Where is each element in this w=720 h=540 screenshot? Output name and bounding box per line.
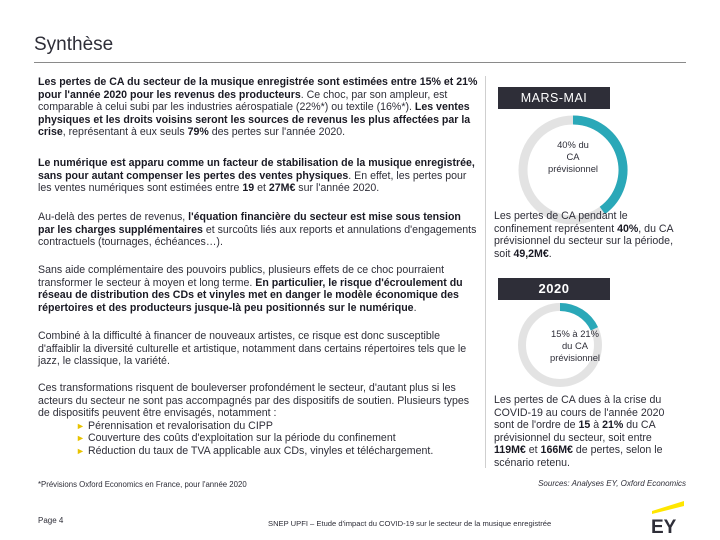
support-measures-list — [76, 420, 478, 458]
p2-bold3: 27M€ — [268, 182, 296, 195]
footer-study-title: SNEP UPFI – Etude d'impact du COVID-19 sur le secteur de la musique enregistrée — [268, 519, 552, 528]
p2-text2: et — [254, 182, 269, 195]
p1-bold2: Les ventes physiques et les droits voisins seront les sources de revenus les plus affectées par la crise — [38, 101, 471, 139]
page-title: Synthèse — [34, 34, 114, 55]
ey-logo-beam — [652, 501, 684, 514]
paragraph-digital — [38, 157, 478, 195]
donut-label-line: prévisionnel — [547, 163, 599, 174]
p6-text1: Ces transformations risquent de bouleverser profondément le secteur, d'autant plus si les acteurs du secteur ne sont pas accompagnés par des dispositifs de soutien. Plusieurs types de dispositifs peuvent être envisagés, notamment : — [38, 382, 470, 420]
donut-label-line: CA — [566, 151, 580, 162]
footnote: *Prévisions Oxford Economics en France, pour l'année 2020 — [38, 480, 247, 489]
p1-bold3: 79% — [187, 126, 209, 139]
banner-2020: 2020 — [498, 278, 610, 300]
p1-text2: , représentant à eux seuls — [62, 126, 188, 139]
paragraph-losses — [38, 76, 478, 139]
donut-label-line: du CA — [561, 340, 589, 351]
p3-bold1: l'équation financière du secteur est mise sous tension par les charges supplémentaires — [38, 211, 461, 236]
triangle-bullet-icon: ► — [76, 433, 85, 444]
donut-label-2020 — [533, 328, 617, 364]
p2-bold1: Le numérique est apparu comme un facteur de stabilisation de la musique enregistrée, sans pour autant compenser les pertes des ventes physiques — [38, 157, 475, 182]
p4-text1: Sans aide complémentaire des pouvoirs publics, plusieurs effets de ce choc pourraient transformer le secteur à moyen et long terme. — [38, 264, 445, 289]
p1-text1: . Ce choc, par son ampleur, est comparable à celui subi par les industries aérospatiale (22%*) ou textile (16%*). — [38, 88, 448, 114]
donut-label-mars-mai — [531, 139, 615, 175]
p1-text3: des pertes sur l'année 2020. — [208, 126, 346, 139]
list-item: ► Réduction du taux de TVA applicable aux CDs, vinyles et téléchargement. — [76, 444, 434, 457]
donut-arc-value — [560, 307, 594, 329]
paragraph-support-measures — [38, 382, 478, 458]
donut-label-line: prévisionnel — [549, 352, 601, 363]
paragraph-distribution-risk — [38, 264, 478, 314]
ey-logo-text: EY — [651, 517, 677, 535]
p1-bold1: Les pertes de CA du secteur de la musique enregistrée sont estimées entre 15% et 21% pour l'année 2020 pour les revenus des producteurs — [38, 76, 478, 101]
ey-logo — [648, 497, 686, 535]
page-number: Page 4 — [38, 516, 64, 525]
triangle-bullet-icon: ► — [76, 445, 85, 456]
p2-text1: . En effet, les pertes pour les ventes numériques sont estimées entre — [38, 169, 467, 195]
title-divider — [34, 62, 686, 63]
list-item: ► Pérennisation et revalorisation du CIPP — [76, 419, 273, 432]
column-divider — [485, 76, 486, 468]
donut-label-line: 40% du — [557, 139, 589, 150]
triangle-bullet-icon: ► — [76, 420, 85, 431]
p3-text2: et surcoûts liés aux reports et annulations d'engagements contractuels (tournages, échéances…). — [38, 223, 477, 249]
paragraph-diversity — [38, 330, 478, 368]
confinement-losses-text: Les pertes de CA pendant le confinement représentent 40%, du CA prévisionnel du secteur sur la période, soit 49,2M€. — [494, 210, 674, 260]
sources-note: Sources: Analyses EY, Oxford Economics — [538, 479, 686, 488]
banner-mars-mai: MARS-MAI — [498, 87, 610, 109]
annual-losses-text: Les pertes de CA dues à la crise du COVID-19 au cours de l'année 2020 sont de l'ordre de 15 à 21% du CA prévisionnel du secteur, soit entre 119M€ et 166M€ de pertes, selon le scénario retenu. — [494, 394, 665, 469]
donut-label-line: 15% à 21% — [551, 328, 599, 339]
paragraph-financial-equation — [38, 211, 478, 249]
p5-text1: Combiné à la difficulté à financer de nouveaux artistes, ce risque est donc susceptible d'affaiblir la diversité culturelle et artistique, notamment dans certains répertoires tels que le jazz, le classique, la variété. — [38, 330, 467, 368]
p3-text1: Au-delà des pertes de revenus, — [38, 211, 189, 223]
p4-bold1: En particulier, le risque d'écroulement du réseau de distribution des CDs et vinyles met en danger le modèle économique des répertoires et des producteurs jusque-là peu positionnés sur le numérique — [38, 276, 463, 314]
p4-text2: . — [413, 301, 417, 314]
p2-bold2: 19 — [242, 182, 255, 195]
list-item: ► Couverture des coûts d'exploitation sur la période du confinement — [76, 432, 396, 445]
p2-text3: sur l'année 2020. — [295, 182, 380, 195]
